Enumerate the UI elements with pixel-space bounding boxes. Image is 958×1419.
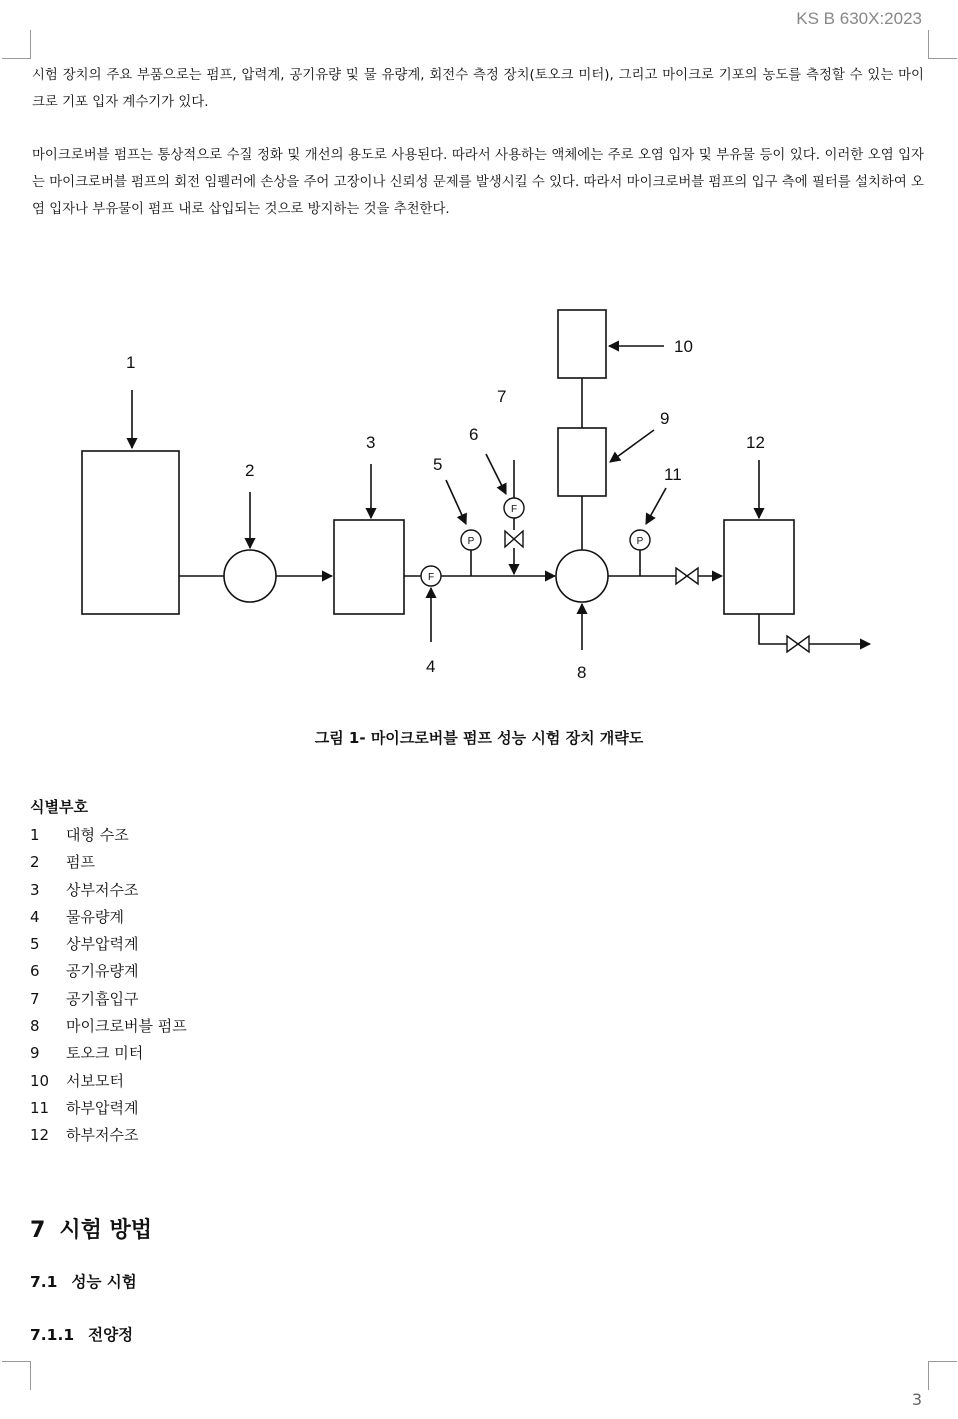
air-valve (505, 531, 523, 547)
lower-reservoir (724, 520, 794, 614)
microbubble-pump (556, 550, 608, 602)
crop-mark-top-left (2, 30, 31, 59)
legend-item: 5 상부압력계 (30, 935, 139, 954)
legend-item: 8 마이크로버블 펌프 (30, 1017, 187, 1036)
legend-item: 2 펌프 (30, 853, 95, 872)
legend-item: 10 서보모터 (30, 1071, 124, 1090)
paragraph-test-apparatus: 시험 장치의 주요 부품으로는 펌프, 압력계, 공기유량 및 물 유량계, 회전수 측정 장치(토오크 미터), 그리고 마이크로 기포의 농도를 측정할 수 있는 마이크로 기포 입자 계수기가 있다. (32, 68, 924, 110)
legend-list (30, 822, 187, 1150)
legend-title: 식별부호 (30, 798, 88, 816)
figure-label-5: 5 (433, 455, 443, 474)
schematic-diagram (0, 300, 958, 680)
figure-label-10: 10 (674, 337, 693, 356)
document-code: KS B 630X:2023 (796, 9, 922, 28)
figure-label-1: 1 (126, 353, 136, 372)
figure-label-12: 12 (746, 433, 765, 452)
upper-reservoir (334, 520, 404, 614)
figure-label-9: 9 (660, 409, 670, 428)
figure-label-4: 4 (426, 657, 436, 676)
figure-label-8: 8 (577, 663, 587, 680)
figure-label-3: 3 (366, 433, 376, 452)
section-heading-7-1-1: 7.1.1 전양정 (30, 1326, 134, 1344)
paragraph-filter-recommendation: 마이크로버블 펌프는 통상적으로 수질 정화 및 개선의 용도로 사용된다. 따라서 사용하는 액체에는 주로 오염 입자 및 부유물 등이 있다. 이러한 오염 입자는 마이크로버블 펌프의 회전 임펠러에 손상을 주어 고장이나 신뢰성 문제를 발생시킬 수 있다. 따라서 마이크로버블 펌프의 입구 측에 필터를 설치하여 오염 입자나 부유물이 펌프 내로 삽입되는 것으로 방지하는 것을 추천한다. (32, 148, 924, 217)
drain-valve (787, 636, 809, 652)
page-number: 3 (911, 1390, 922, 1409)
legend-item: 1 대형 수조 (30, 826, 129, 844)
legend-item: 12 하부저수조 (30, 1126, 139, 1145)
figure-label-7: 7 (497, 387, 507, 406)
servo-motor (558, 310, 606, 378)
water-flow-meter-letter: F (427, 572, 435, 583)
legend-item: 4 물유량계 (30, 907, 124, 926)
upper-pressure-letter: P (467, 536, 475, 547)
air-flow-meter-letter: F (510, 504, 518, 515)
legend-item: 9 토오크 미터 (30, 1044, 144, 1063)
figure-label-6: 6 (469, 425, 479, 444)
lower-pressure-letter: P (636, 536, 644, 547)
figure-caption: 그림 1- 마이크로버블 펌프 성능 시험 장치 개략도 (314, 729, 644, 747)
figure-label-2: 2 (245, 461, 255, 480)
section-heading-7-1: 7.1 성능 시험 (30, 1273, 137, 1291)
legend-item: 11 하부압력계 (30, 1098, 139, 1117)
torque-meter (558, 428, 606, 496)
pump (224, 550, 276, 602)
legend-item: 7 공기흡입구 (30, 989, 139, 1008)
legend-item: 6 공기유량계 (30, 962, 139, 981)
figure-label-11: 11 (664, 465, 682, 484)
crop-mark-bottom-right (928, 1361, 957, 1390)
crop-mark-top-right (928, 30, 957, 59)
outlet-valve (676, 568, 698, 584)
legend-item: 3 상부저수조 (30, 880, 139, 899)
section-heading-7: 7 시험 방법 (30, 1218, 152, 1243)
large-tank (82, 451, 179, 614)
crop-mark-bottom-left (2, 1361, 31, 1390)
